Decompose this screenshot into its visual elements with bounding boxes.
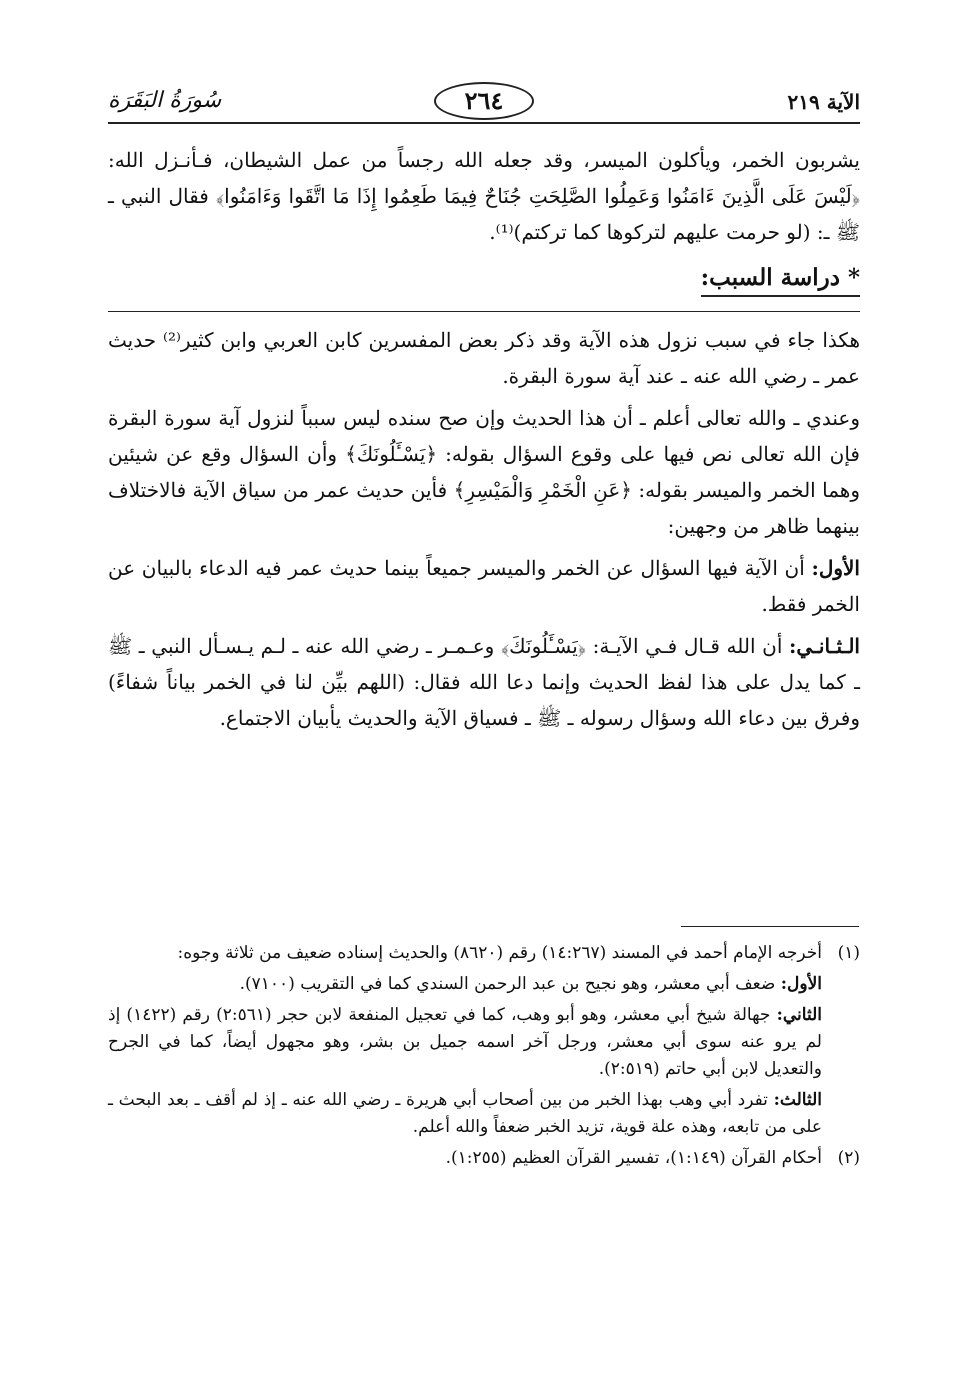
first-reason-text: أن الآية فيها السؤال عن الخمر والميسر جميعاً بينما حديث عمر فيه الدعاء بالبيان عن الخمر فقط.	[108, 556, 860, 616]
footnote-1-second	[108, 1002, 860, 1083]
footnote-1-third-text: تفرد أبي وهب بهذا الخبر من بين أصحاب أبي هريرة ـ رضي الله عنه ـ إذ لم أقف ـ بعد البحث ـ على من تابعه، وهذه علة قوية، تزيد الخبر ضعفاً والله أعلم.	[108, 1090, 822, 1137]
page-number: ٢٦٤	[434, 82, 534, 120]
header-divider	[108, 122, 860, 124]
footnotes	[108, 940, 860, 1176]
second-reason-text: أن الله قـال فـي الآيـة: ﴿يَسْـَٔلُونَكَ﴾ وعـمـر ـ رضي الله عنه ـ لـم يـسـأل النبي ـ ﷺ ـ كما يدل على هذا لفظ الحديث وإنما دعا الله فقال: (اللهم بيِّن لنا في الخمر بياناً شفاءً) وفرق بين دعاء الله وسؤال رسوله ـ ﷺ ـ فسياق الآية والحديث يأبيان الاجتماع.	[108, 634, 860, 730]
paragraph-intro: هكذا جاء في سبب نزول هذه الآية وقد ذكر بعض المفسرين كابن العربي وابن كثير⁽²⁾ حديث عمر ـ رضي الله عنه ـ عند آية سورة البقرة.	[108, 328, 860, 388]
footnote-1-second-label: الثاني:	[776, 1005, 822, 1025]
footnote-1-third-label: الثالث:	[773, 1090, 822, 1110]
footnote-1-text: أخرجه الإمام أحمد في المسند (١٤:٢٦٧) رقم (٨٦٢٠) والحديث إسناده ضعيف من ثلاثة وجوه:	[177, 943, 822, 963]
footnote-2-number: (٢)	[837, 1148, 860, 1168]
section-heading: * دراسة السبب:	[701, 264, 860, 297]
footnote-1-first-text: ضعف أبي معشر، وهو نجيح بن عبد الرحمن السندي كما في التقريب (٧١٠٠).	[239, 974, 781, 994]
paragraph-hadith: يشربون الخمر، ويأكلون الميسر، وقد جعله الله رجساً من عمل الشيطان، فـأنـزل الله: ﴿لَيْسَ عَلَى الَّذِينَ ءَامَنُوا وَعَمِلُوا الصَّلِحَتِ جُنَاحٌ فِيمَا طَعِمُوا إِذَا مَا اتَّقَوا وَءَامَنُوا﴾ فقال النبي ـ ﷺ ـ: (لو حرمت عليهم لتركوها كما تركتم)⁽¹⁾.	[108, 148, 860, 244]
page-header	[108, 82, 860, 122]
surah-title: سُورَةُ البَقَرَة	[108, 88, 222, 113]
section-heading-wrap	[108, 264, 860, 297]
footnote-1-number: (١)	[837, 943, 860, 963]
paragraph-opinion: وعندي ـ والله تعالى أعلم ـ أن هذا الحديث وإن صح سنده ليس سبباً لنزول آية سورة البقرة فإن الله تعالى نص فيها على وقوع السؤال بقوله: ﴿يَسْـَٔلُونَكَ﴾ وأن السؤال وقع عن شيئين وهما الخمر والميسر بقوله: ﴿عَنِ الْخَمْرِ وَالْمَيْسِرِ﴾ فأين حديث عمر من سياق الآية فالاختلاف بينهما ظاهر من وجهين:	[108, 406, 860, 538]
footnote-2-text: أحكام القرآن (١:١٤٩)، تفسير القرآن العظيم (١:٢٥٥).	[445, 1148, 822, 1168]
paragraph-second-reason	[108, 628, 860, 736]
footnote-1-first	[108, 971, 860, 998]
footnote-divider	[681, 926, 859, 927]
verse-reference: الآية ٢١٩	[787, 90, 860, 114]
footnote-2	[108, 1145, 860, 1172]
footnote-1-second-text: جهالة شيخ أبي معشر، وهو أبو وهب، كما في تعجيل المنفعة لابن حجر (٢:٥٦١) رقم (١٤٢٢) إذ لم يرو عنه سوى أبي معشر، ورجل آخر اسمه جميل بن بشر، وهو مجهول أيضاً، كما في الجرح والتعديل لابن أبي حاتم (٢:٥١٩).	[108, 1005, 822, 1079]
footnote-1-third	[108, 1087, 860, 1141]
footnote-1	[108, 940, 860, 967]
paragraph-first-reason	[108, 550, 860, 622]
first-reason-label: الأول:	[811, 556, 860, 580]
second-reason-label: الـثـانـي:	[789, 634, 860, 658]
footnote-1-first-label: الأول:	[780, 974, 822, 994]
main-text	[108, 142, 860, 736]
section-divider	[108, 311, 860, 312]
